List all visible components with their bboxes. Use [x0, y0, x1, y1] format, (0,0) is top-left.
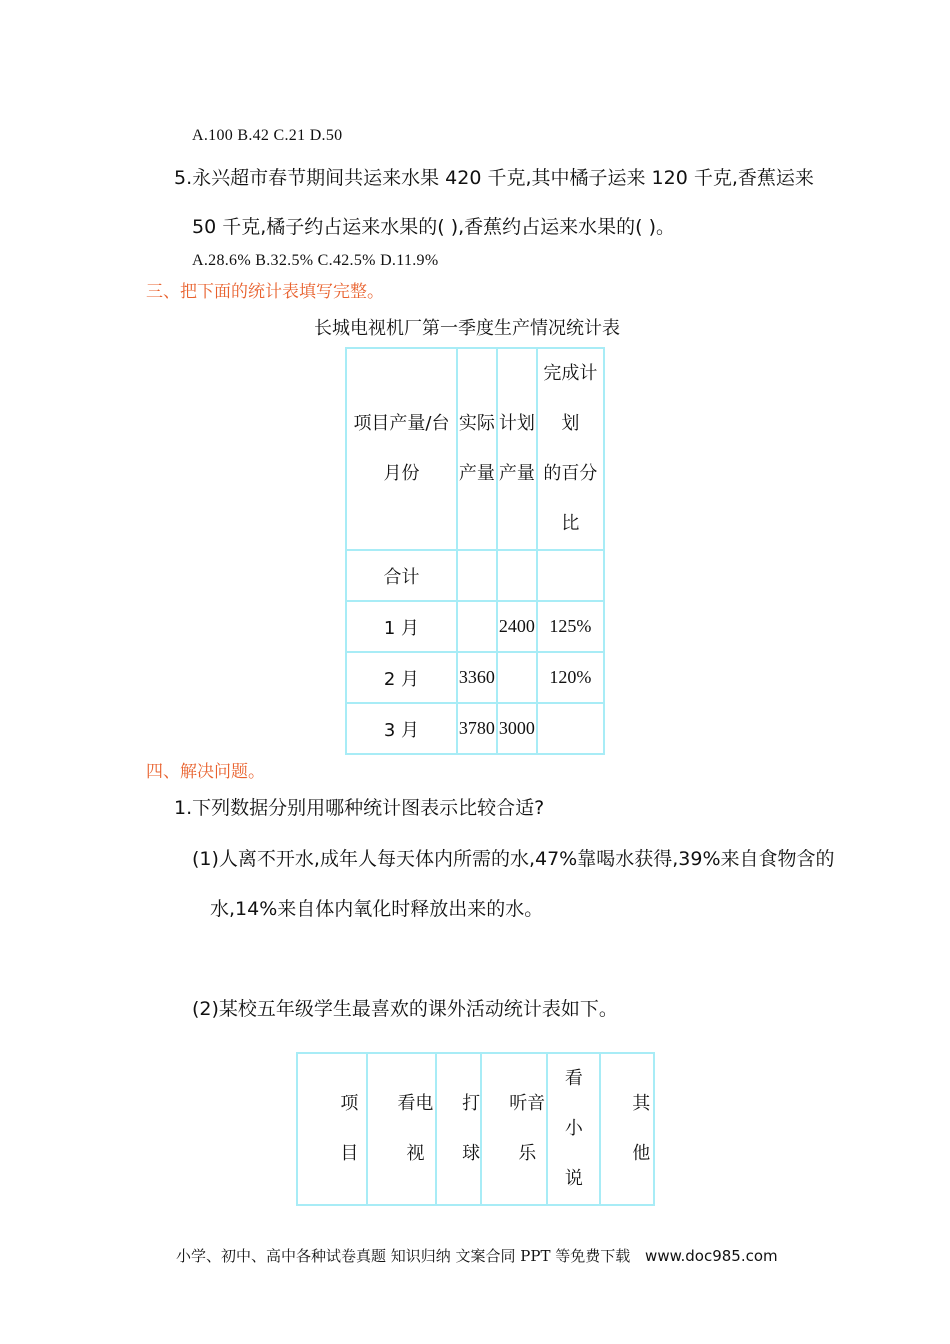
section4-heading: 四、解决问题。: [146, 762, 265, 782]
q4-options: A.100 B.42 C.21 D.50: [192, 127, 343, 144]
table-row: [346, 601, 604, 652]
activity-novel-line2: 小: [564, 1118, 583, 1139]
header-percent-line1: 完成计: [543, 363, 598, 384]
activity-music-line1: 听音: [509, 1093, 546, 1114]
q5-options: A.28.6% B.32.5% C.42.5% D.11.9%: [192, 252, 439, 269]
footer: [176, 1245, 778, 1266]
activity-ball-line2: 球: [462, 1143, 481, 1164]
table-title: 长城电视机厂第一季度生产情况统计表: [314, 318, 620, 339]
activity-cell-ball: [436, 1053, 482, 1205]
row-plan: [497, 550, 537, 601]
row-percent: 125%: [537, 601, 604, 652]
activity-other-line2: 他: [632, 1143, 651, 1164]
activity-cell-project: [297, 1053, 367, 1205]
row-month: 3 月: [346, 703, 457, 754]
sub1-text-line1: (1)人离不开水,成年人每天体内所需的水,47%靠喝水获得,39%来自食物含的: [192, 848, 835, 870]
q1-text: 1.下列数据分别用哪种统计图表示比较合适?: [174, 797, 545, 819]
row-percent: [537, 550, 604, 601]
row-actual: [457, 601, 497, 652]
header-percent-line3: 的百分: [543, 463, 598, 484]
header-cell-project: [346, 348, 457, 550]
header-month-label: 月份: [383, 463, 420, 484]
activity-cell-novel: [547, 1053, 600, 1205]
table-row: [346, 652, 604, 703]
row-month: 1 月: [346, 601, 457, 652]
header-cell-plan: [497, 348, 537, 550]
activity-novel-line3: 说: [564, 1168, 583, 1189]
activity-music-line2: 乐: [518, 1143, 537, 1164]
header-project-label: 项目产量/台: [353, 413, 450, 434]
activity-tv-line2: 视: [406, 1143, 425, 1164]
table-row: [346, 703, 604, 754]
activity-project-line2: 目: [340, 1143, 359, 1164]
header-plan-line2: 产量: [498, 463, 535, 484]
activity-other-line1: 其: [632, 1093, 651, 1114]
activity-ball-line1: 打: [462, 1093, 481, 1114]
row-plan: [497, 652, 537, 703]
header-plan-line1: 计划: [498, 413, 535, 434]
row-month: 2 月: [346, 652, 457, 703]
activity-cell-music: [481, 1053, 547, 1205]
q5-text-line2: 50 千克,橘子约占运来水果的( ),香蕉约占运来水果的( )。: [192, 216, 676, 238]
row-percent: [537, 703, 604, 754]
row-actual: 3780: [457, 703, 497, 754]
activity-cell-tv: [367, 1053, 435, 1205]
sub1-text-line2: 水,14%来自体内氧化时释放出来的水。: [210, 898, 544, 920]
activity-cell-other: [600, 1053, 654, 1205]
row-actual: 3360: [457, 652, 497, 703]
row-percent: 120%: [537, 652, 604, 703]
footer-url: www.doc985.com: [645, 1247, 778, 1265]
section3-heading: 三、把下面的统计表填写完整。: [146, 282, 384, 302]
sub2-text: (2)某校五年级学生最喜欢的课外活动统计表如下。: [192, 998, 618, 1020]
header-actual-line1: 实际: [458, 413, 495, 434]
header-percent-line2: 划: [561, 413, 580, 434]
row-actual: [457, 550, 497, 601]
header-actual-line2: 产量: [458, 463, 495, 484]
production-table: [345, 347, 605, 755]
q5-text-line1: 5.永兴超市春节期间共运来水果 420 千克,其中橘子运来 120 千克,香蕉运来: [174, 167, 814, 189]
footer-text: 小学、初中、高中各种试卷真题 知识归纳 文案合同 PPT 等免费下载: [176, 1247, 631, 1265]
activity-table: [296, 1052, 655, 1206]
header-cell-percent: [537, 348, 604, 550]
row-plan: 2400: [497, 601, 537, 652]
activity-project-line1: 项: [340, 1093, 359, 1114]
activity-tv-line1: 看电: [397, 1093, 434, 1114]
row-month: 合计: [346, 550, 457, 601]
row-plan: 3000: [497, 703, 537, 754]
activity-novel-line1: 看: [564, 1068, 583, 1089]
table-row: [346, 550, 604, 601]
header-percent-line4: 比: [561, 513, 580, 534]
header-cell-actual: [457, 348, 497, 550]
